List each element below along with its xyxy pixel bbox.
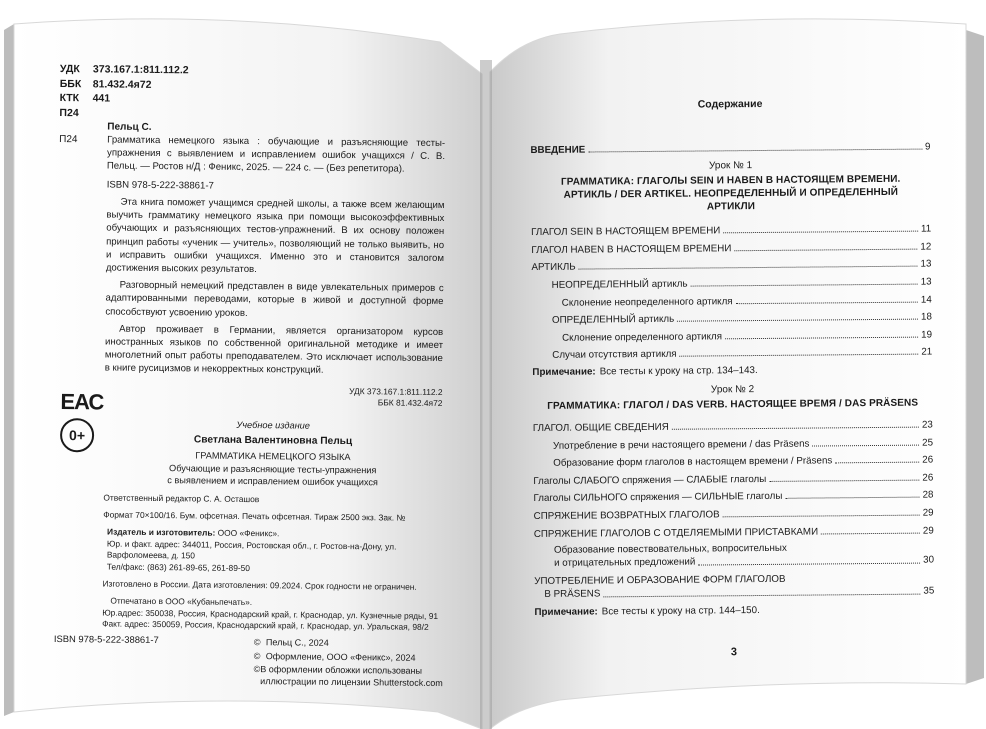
toc-entry: ГЛАГОЛ. ОБЩИЕ СВЕДЕНИЯ 23 bbox=[532, 419, 933, 434]
lesson-label: Урок № 1 bbox=[708, 159, 753, 172]
publisher-address: Юр. и факт. адрес: 344011, Россия, Ростовская обл., г. Ростов-на-Дону, ул. Варфоломеева, д. 150 bbox=[106, 538, 397, 561]
toc-entry: Употребление в речи настоящего времени / das Präsens 25 bbox=[552, 437, 934, 452]
fact-address: Факт. адрес: 350059, Россия, Краснодарский край, г. Краснодар, ул. Уральская, 98/2 bbox=[102, 618, 429, 633]
age-rating-badge: 0+ bbox=[60, 418, 94, 452]
toc-entry-multiline: Образование повествовательных, вопросительных и отрицательных предложений 30 bbox=[553, 542, 935, 569]
printed-line: Отпечатано в ООО «Кубаньпечать». bbox=[110, 595, 253, 608]
left-page-content bbox=[53, 62, 480, 706]
toc-entry: СПРЯЖЕНИЕ ГЛАГОЛОВ С ОТДЕЛЯЕМЫМИ ПРИСТАВКАМИ 29 bbox=[533, 524, 934, 540]
lesson-theme: АРТИКЛИ bbox=[706, 200, 756, 213]
toc-entry: НЕОПРЕДЕЛЕННЫЙ артикль 13 bbox=[551, 276, 932, 291]
lesson-theme: ГРАММАТИКА: ГЛАГОЛ / DAS VERB. НАСТОЯЩЕЕ ВРЕМЯ / DAS PRÄSENS bbox=[547, 397, 919, 413]
code-row: УДК 373.167.1:811.112.2 bbox=[59, 62, 189, 77]
spine-shadow bbox=[480, 60, 492, 729]
bbk-right: ББК 81.432.4я72 bbox=[377, 396, 443, 408]
edition-type: Учебное издание bbox=[236, 419, 310, 431]
copyright-line: © В оформлении обложки использованы иллюстрации по лицензии Shutterstock.com bbox=[253, 664, 443, 689]
book-title: ГРАММАТИКА НЕМЕЦКОГО ЯЗЫКА bbox=[195, 450, 351, 463]
toc-entry: СПРЯЖЕНИЕ ВОЗВРАТНЫХ ГЛАГОЛОВ 29 bbox=[533, 507, 934, 522]
author-full-name: Светлана Валентиновна Пельц bbox=[193, 433, 353, 447]
eac-mark-icon: ЕАС bbox=[60, 389, 104, 415]
right-page-edge bbox=[966, 30, 984, 684]
lesson-label: Урок № 2 bbox=[710, 384, 755, 396]
toc-entry: Склонение определенного артикля 19 bbox=[562, 329, 933, 344]
copyright-line: © Пельц С., 2024 bbox=[253, 637, 329, 648]
lesson-theme: АРТИКЛЬ / DER ARTIKEL. НЕОПРЕДЕЛЕННЫЙ И ОПРЕДЕЛЕННЫЙ bbox=[563, 186, 899, 201]
toc-entry: ВВЕДЕНИЕ 9 bbox=[530, 141, 931, 156]
format-line: Формат 70×100/16. Бум. офсетная. Печать офсетная. Тираж 2500 экз. Зак. № bbox=[103, 509, 406, 523]
toc-entry-multiline: УПОТРЕБЛЕНИЕ И ОБРАЗОВАНИЕ ФОРМ ГЛАГОЛОВ В PRÄSENS 35 bbox=[534, 573, 935, 600]
annotation-paragraph: Разговорный немецкий представлен в виде увлекательных примеров с адаптированными переводами, которые в живой и доступной форме способствуют усвоению уроков. bbox=[105, 279, 444, 319]
lesson-theme: ГРАММАТИКА: ГЛАГОЛЫ SEIN И HABEN В НАСТОЯЩЕМ ВРЕМЕНИ. bbox=[560, 173, 901, 188]
isbn-bottom: ISBN 978-5-222-38861-7 bbox=[53, 632, 159, 646]
toc-title: Содержание bbox=[697, 97, 763, 111]
toc-entry: Случаи отсутствия артикля 21 bbox=[552, 346, 933, 362]
biblio-label: П24 bbox=[59, 133, 78, 146]
toc-entry: Глаголы СИЛЬНОГО спряжения — СИЛЬНЫЕ глаголы 28 bbox=[533, 489, 934, 505]
publisher-phone: Тел/факс: (863) 261-89-65, 261-89-50 bbox=[106, 561, 251, 573]
toc-entry: АРТИКЛЬ 13 bbox=[531, 258, 932, 274]
imprint-block bbox=[102, 417, 442, 633]
isbn-top: ISBN 978-5-222-38861-7 bbox=[106, 179, 214, 192]
toc-note: Примечание: Все тесты к уроку на стр. 144–150. bbox=[534, 604, 760, 618]
legal-address: Юр.адрес: 350038, Россия, Краснодарский край, г. Краснодар, ул. Кузнечные ряды, 91 bbox=[102, 607, 439, 621]
toc-entry: ГЛАГОЛ HABEN В НАСТОЯЩЕМ ВРЕМЕНИ 12 bbox=[531, 241, 932, 256]
page-number: 3 bbox=[730, 646, 738, 659]
annotation-paragraph: Автор проживает в Германии, является организатором курсов иностранных языков по собственной оригинальной методике и имеет многолетний опыт работы преподавателем. Это исключает использование в книге русицизмов и некорректных конструкций. bbox=[104, 323, 444, 377]
certification-marks bbox=[60, 389, 104, 452]
manufactured-line: Изготовлено в России. Дата изготовления: 09.2024. Срок годности не ограничен. bbox=[102, 578, 417, 592]
code-row: П24 bbox=[59, 106, 79, 119]
toc-entry: Образование форм глаголов в настоящем времени / Präsens 26 bbox=[553, 454, 934, 469]
toc-entry: ГЛАГОЛ SEIN В НАСТОЯЩЕМ ВРЕМЕНИ 11 bbox=[531, 223, 932, 239]
code-row: КТК 441 bbox=[59, 91, 111, 105]
toc-entry: Глаголы СЛАБОГО спряжения — СЛАБЫЕ глаголы 26 bbox=[533, 472, 934, 487]
copyright-line: © Оформление, ООО «Феникс», 2024 bbox=[253, 650, 416, 663]
toc-note: Примечание: Все тесты к уроку на стр. 134–143. bbox=[532, 365, 758, 379]
code-row: ББК 81.432.4я72 bbox=[59, 77, 152, 91]
biblio-description: Грамматика немецкого языка : обучающие и разъясняющие тесты-упражнения с выявлением и исправлением ошибок учащихся / С. В. Пельц. — Ростов н/Д : Феникс, 2025. — 224 с. — (Без репетитора). bbox=[106, 134, 446, 175]
publisher-line: Издатель и изготовитель: ООО «Феникс». bbox=[107, 526, 280, 539]
editor-line: Ответственный редактор С. А. Осташов bbox=[103, 491, 260, 504]
right-page-content bbox=[530, 97, 935, 670]
book-subtitle: с выявлением и исправлением ошибок учащихся bbox=[167, 475, 378, 488]
toc-entry: ОПРЕДЕЛЕННЫЙ артикль 18 bbox=[551, 311, 932, 326]
author-short: Пельц С. bbox=[107, 121, 152, 133]
book-subtitle: Обучающие и разъясняющие тесты-упражнения bbox=[169, 462, 377, 475]
toc-entry: Склонение неопределенного артикля 14 bbox=[561, 294, 932, 309]
udk-right: УДК 373.167.1:811.112.2 bbox=[349, 385, 443, 397]
classification-codes bbox=[59, 62, 480, 124]
left-page-edge bbox=[4, 24, 14, 716]
copyright-block bbox=[253, 636, 454, 689]
annotation-paragraph: Эта книга поможет учащимся средней школы, а также всем желающим выучить грамматику немецкого языка при помощи высокоэффективных обучающих и разъясняющих тестов-упражнений. В их основу положен принцип работы «ученик — учитель», позволяющий не только выявить, но и исправить ошибки учащихся. Именно это и становится залогом достижения высоких результатов. bbox=[105, 196, 445, 276]
